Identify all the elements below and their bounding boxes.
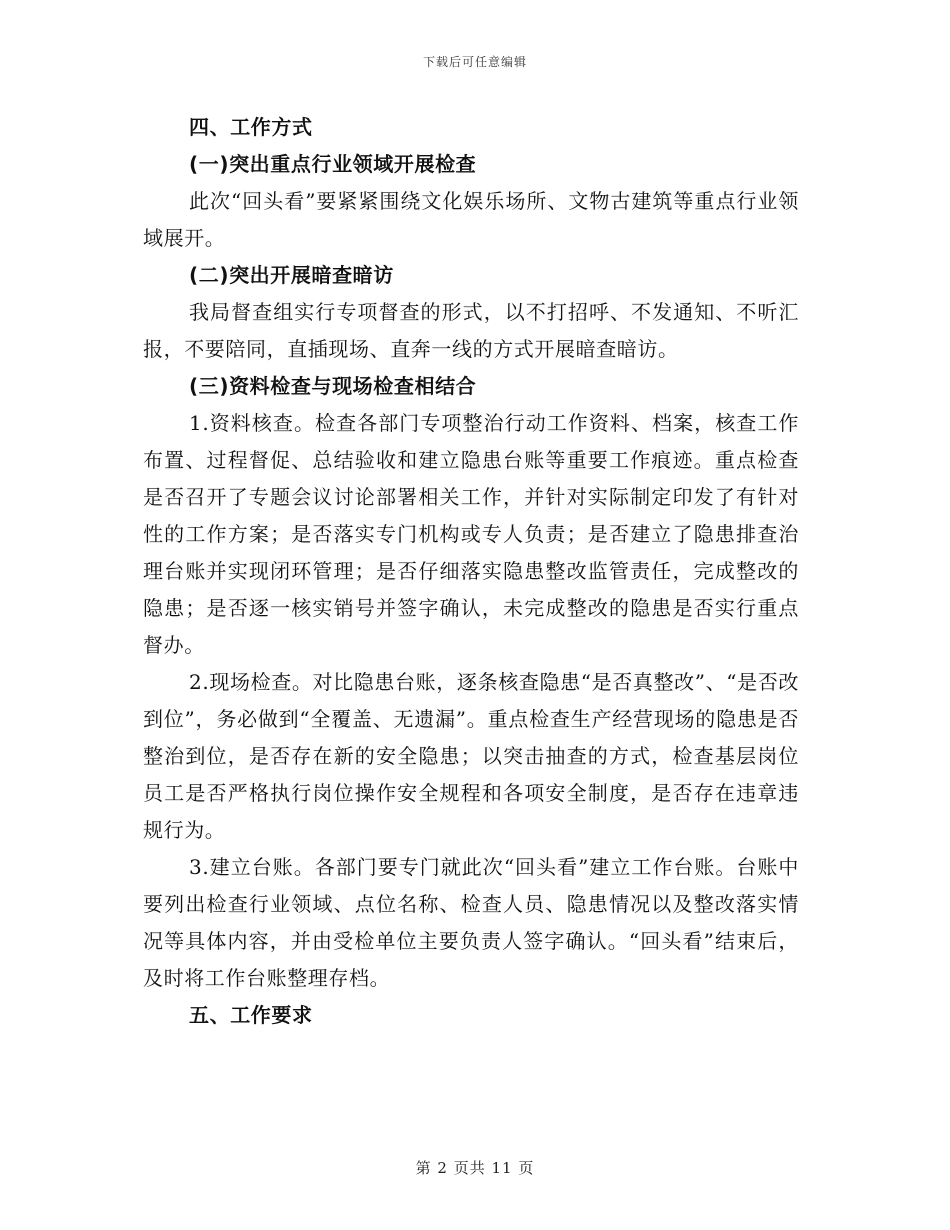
section-4-1-paragraph: 此次“回头看”要紧紧围绕文化娱乐场所、文物古建筑等重点行业领域展开。 (143, 189, 799, 250)
section-4-heading: 四、工作方式 (189, 115, 313, 139)
section-4-2-heading: (二)突出开展暗查暗访 (189, 263, 394, 287)
page-header: 下载后可任意编辑 (422, 55, 527, 69)
item-3-paragraph: 3.建立台账。各部门要专门就此次“回头看”建立工作台账。台账中要列出检查行业领域、点位名称、检查人员、隐患情况以及整改落实情况等具体内容，并由受检单位主要负责人签字确认。“回头看”结束后，及时将工作台账整理存档。 (143, 855, 799, 990)
section-4-1-heading: (一)突出重点行业领域开展检查 (189, 152, 477, 176)
page-number: 第 2 页共 11 页 (415, 1159, 535, 1177)
section-4-2-paragraph: 我局督查组实行专项督查的形式，以不打招呼、不发通知、不听汇报，不要陪同，直插现场、直奔一线的方式开展暗查暗访。 (143, 300, 799, 361)
section-4-3-heading: (三)资料检查与现场检查相结合 (189, 374, 477, 398)
item-1-paragraph: 1.资料核查。检查各部门专项整治行动工作资料、档案，核查工作布置、过程督促、总结验收和建立隐患台账等重要工作痕迹。重点检查是否召开了专题会议讨论部署相关工作，并针对实际制定印发了有针对性的工作方案；是否落实专门机构或专人负责；是否建立了隐患排查治理台账并实现闭环管理；是否仔细落实隐患整改监管责任，完成整改的隐患；是否逐一核实销号并签字确认，未完成整改的隐患是否实行重点督办。 (143, 411, 799, 657)
document-body (143, 109, 799, 1034)
item-2-paragraph: 2.现场检查。对比隐患台账，逐条核查隐患“是否真整改”、“是否改到位”，务必做到“全覆盖、无遗漏”。重点检查生产经营现场的隐患是否整治到位，是否存在新的安全隐患；以突击抽查的方式，检查基层岗位员工是否严格执行岗位操作安全规程和各项安全制度，是否存在违章违规行为。 (143, 670, 799, 842)
section-5-heading: 五、工作要求 (189, 1003, 313, 1027)
